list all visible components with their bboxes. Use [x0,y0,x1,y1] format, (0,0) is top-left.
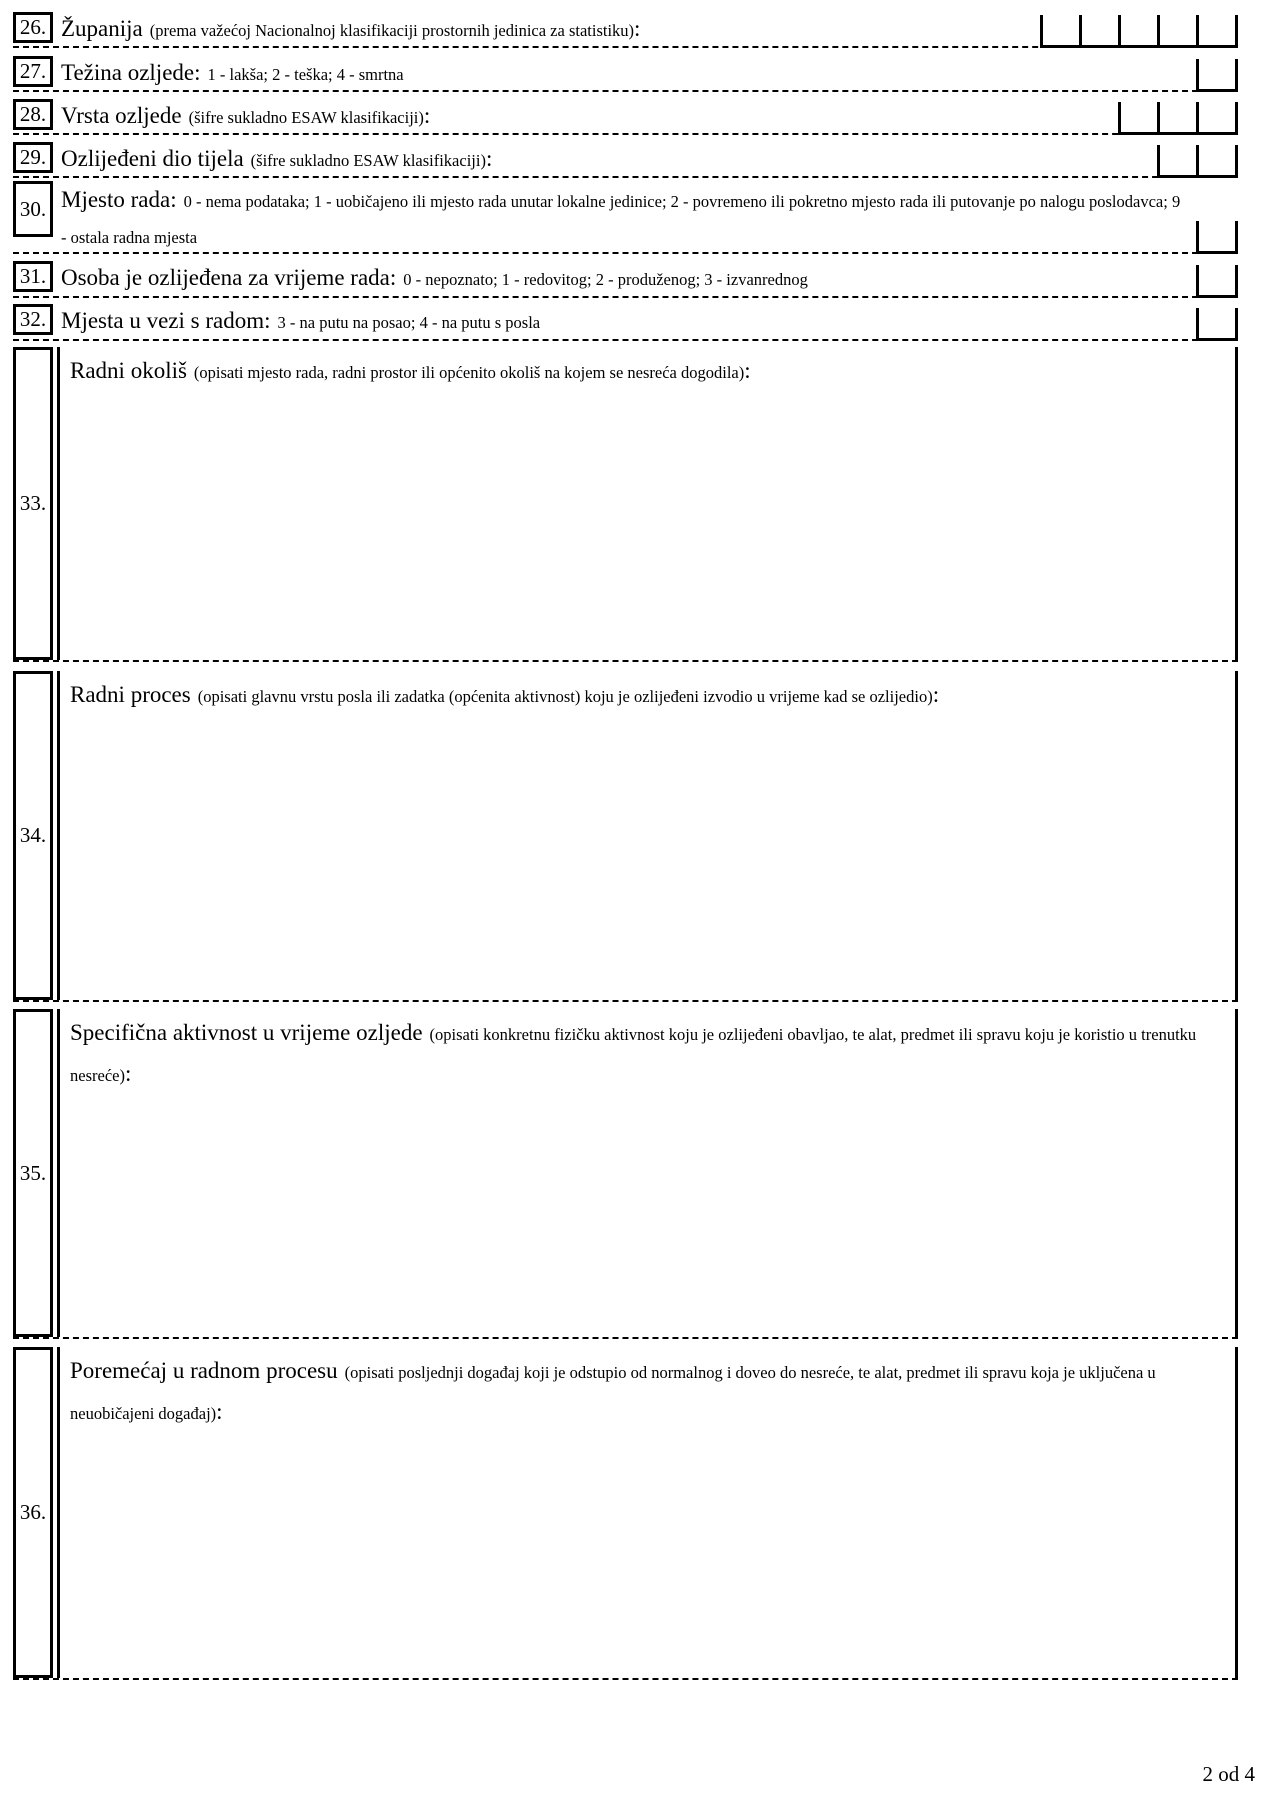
row-label-group [61,304,540,340]
code-input-cell[interactable] [1196,308,1235,341]
code-box-group [1157,145,1238,178]
row-colon: : [216,1399,223,1424]
row-29-ozlijedjeni-dio-tijela [13,142,1238,178]
row-number: 27. [13,56,53,87]
code-input-cell[interactable] [1196,59,1235,92]
row-sublabel: 1 - lakša; 2 - teška; 4 - smrtna [207,65,404,84]
page-indicator: 2 od 4 [1202,1762,1255,1786]
code-input-cell[interactable] [1196,15,1235,48]
description-area[interactable] [57,671,1238,1000]
row-number: 28. [13,99,53,130]
row-label-group [61,12,640,48]
row-colon: : [423,103,431,128]
row-number: 32. [13,304,53,335]
row-sublabel: (opisati mjesto rada, radni prostor ili općenito okoliš na kojem se nesreća dogodila) [193,363,745,382]
code-input-cell[interactable] [1196,265,1235,298]
row-26-zupanija [13,12,1238,48]
code-input-cell[interactable] [1040,15,1079,48]
row-31-osoba-ozlijedjena-za-vrijeme [13,261,1238,298]
row-label: Težina ozljede: [61,60,201,85]
row-label: Županija [61,16,143,41]
row-number: 34. [13,671,53,1000]
row-sublabel: 3 - na putu na posao; 4 - na putu s posla [277,313,541,332]
code-input-cell[interactable] [1157,102,1196,135]
row-sublabel: (šifre sukladno ESAW klasifikaciji) [250,151,486,170]
description-area[interactable] [57,1347,1238,1678]
row-sublabel: (opisati glavnu vrstu posla ili zadatka (općenita aktivnost) koju je ozlijeđeni izvodio u vrijeme kad se ozlijedio) [197,687,933,706]
code-box-group [1196,265,1238,298]
description-area[interactable] [57,1009,1238,1337]
row-32-mjesta-u-vezi-s-radom [13,304,1238,341]
row-sublabel: (šifre sukladno ESAW klasifikaciji) [188,108,424,127]
code-input-cell[interactable] [1118,15,1157,48]
code-input-cell[interactable] [1196,102,1235,135]
code-box-group [1118,102,1238,135]
row-sublabel: (prema važećoj Nacionalnoj klasifikaciji prostornih jedinica za statistiku) [149,21,635,40]
row-label: Radni okoliš [70,358,187,383]
row-number: 30. [13,181,53,237]
row-33-radni-okolis [13,347,1238,662]
row-colon: : [124,1061,132,1086]
row-colon: : [932,682,940,707]
row-label-group [61,182,1186,256]
code-box-group [1196,59,1238,92]
row-label-group [61,56,404,92]
row-number: 36. [13,1347,53,1678]
row-label: Mjesta u vezi s radom: [61,308,271,333]
row-36-poremecaj-u-radnom-procesu [13,1347,1238,1680]
row-sublabel: 0 - nepoznato; 1 - redovitog; 2 - produženog; 3 - izvanrednog [403,270,808,289]
row-label: Mjesto rada: [61,187,177,212]
row-label: Radni proces [70,682,191,707]
code-box-group [1196,221,1238,254]
code-input-cell[interactable] [1157,15,1196,48]
row-number: 35. [13,1009,53,1337]
row-sublabel: (opisati posljednji događaj koji je odstupio od normalnog i doveo do nesreće, te alat, predmet ili spravu koja je uključena u neuobičajeni događaj) [70,1363,1156,1423]
row-35-specificna-aktivnost [13,1009,1238,1339]
code-input-cell[interactable] [1196,145,1235,178]
code-box-group [1196,308,1238,341]
row-27-tezina-ozljede [13,56,1238,92]
row-34-radni-proces [13,671,1238,1002]
row-label: Vrsta ozljede [61,103,182,128]
row-30-mjesto-rada [13,181,1238,254]
row-number: 29. [13,142,53,173]
row-28-vrsta-ozljede [13,99,1238,135]
code-input-cell[interactable] [1157,145,1196,178]
row-label-group [61,261,808,297]
row-number: 33. [13,347,53,660]
row-sublabel: (opisati konkretnu fizičku aktivnost koju je ozlijeđeni obavljao, te alat, predmet ili spravu koju je koristio u trenutku nesreće) [70,1025,1197,1085]
description-area[interactable] [57,347,1238,660]
row-label: Ozlijeđeni dio tijela [61,146,244,171]
row-label: Osoba je ozlijeđena za vrijeme rada: [61,265,397,290]
code-input-cell[interactable] [1196,221,1235,254]
code-input-cell[interactable] [1118,102,1157,135]
row-colon: : [744,358,751,383]
row-colon: : [485,146,493,171]
code-box-group [1040,15,1238,48]
row-label-group [61,99,430,135]
code-input-cell[interactable] [1079,15,1118,48]
row-sublabel: 0 - nema podataka; 1 - uobičajeno ili mjesto rada unutar lokalne jedinice; 2 - povremeno ili pokretno mjesto rada ili putovanje po nalogu poslodavca; 9 - ostala radna mjesta [61,192,1181,247]
row-label: Specifična aktivnost u vrijeme ozljede [70,1020,423,1045]
row-label: Poremećaj u radnom procesu [70,1358,338,1383]
row-number: 26. [13,12,53,43]
row-colon: : [634,16,641,41]
row-label-group [61,142,492,178]
row-number: 31. [13,261,53,292]
